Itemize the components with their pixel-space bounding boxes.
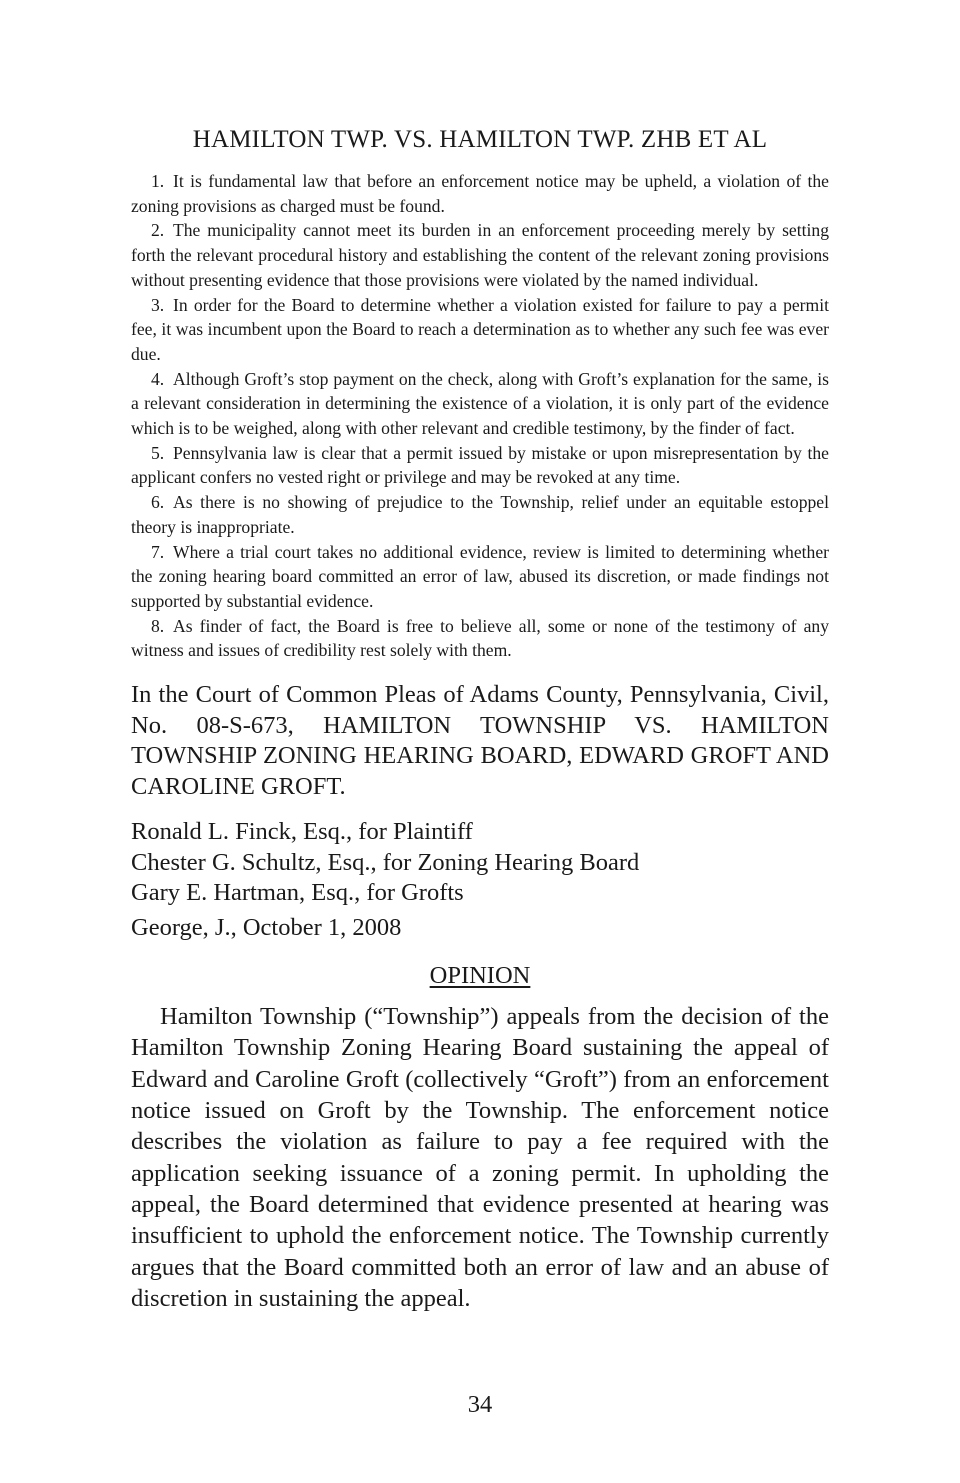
headnote-4: 4. Although Groft’s stop payment on the check, along with Groft’s explanation for the same, is a relevant consideration in determining the existence of a violation, it is only part of the evidence which is to be weighed, along with other relevant and credible testimony, by the finder of fact. (131, 368, 829, 439)
page-content (131, 120, 829, 1314)
headnote-1: 1. It is fundamental law that before an enforcement notice may be upheld, a violation of the zoning provisions as charged must be found. (131, 171, 829, 216)
headnote-8: 8. As finder of fact, the Board is free to believe all, some or none of the testimony of any witness and issues of credibility rest solely with them. (131, 615, 829, 661)
headnote-5: 5. Pennsylvania law is clear that a permit issued by mistake or upon misrepresentation by the applicant confers no vested right or privilege and may be revoked at any time. (131, 442, 829, 488)
headnote-2: 2. The municipality cannot meet its burden in an enforcement proceeding merely by setting forth the relevant procedural history and establishing the content of the relevant zoning provisions without presenting evidence that those provisions were violated by the named individual. (131, 220, 829, 290)
case-caption: In the Court of Common Pleas of Adams County, Pennsylvania, Civil, No. 08-S-673, HAMILTON TOWNSHIP VS. HAMILTON TOWNSHIP ZONING HEARING BOARD, EDWARD GROFT AND CAROLINE GROFT. (131, 681, 829, 800)
counsel-list (131, 817, 829, 909)
opinion-paragraph: Hamilton Township (“Township”) appeals from the decision of the Hamilton Township Zoning Hearing Board sustaining the appeal of Edward and Caroline Groft (collectively “Groft”) from an enforcement notice issued on Groft by the Township. The enforcement notice describes the violation as failure to pay a fee required with the application seeking issuance of a zoning permit. In upholding the appeal, the Board determined that evidence presented at hearing was insufficient to uphold the enforcement notice. The Township currently argues that the Board committed both an error of law and an abuse of discretion in sustaining the appeal. (131, 1003, 829, 1312)
headnote-7: 7. Where a trial court takes no additional evidence, review is limited to determining whether the zoning hearing board committed an error of law, abused its discretion, or made findings not supported by substantial evidence. (131, 541, 829, 611)
judge-line: George, J., October 1, 2008 (131, 914, 402, 942)
headnotes (131, 169, 829, 663)
counsel-grofts: Gary E. Hartman, Esq., for Grofts (131, 879, 464, 907)
counsel-zoning-board: Chester G. Schultz, Esq., for Zoning Hearing Board (131, 848, 640, 876)
headnote-6: 6. As there is no showing of prejudice to the Township, relief under an equitable estoppel theory is inappropriate. (131, 492, 829, 537)
counsel-plaintiff: Ronald L. Finck, Esq., for Plaintiff (131, 818, 473, 846)
headnote-3: 3. In order for the Board to determine whether a violation existed for failure to pay a permit fee, it was incumbent upon the Board to reach a determination as to whether any such fee was ever due. (131, 294, 829, 364)
page-number: 34 (467, 1391, 493, 1418)
opinion-heading: OPINION (429, 962, 531, 990)
running-head: HAMILTON TWP. VS. HAMILTON TWP. ZHB ET AL (192, 126, 768, 153)
